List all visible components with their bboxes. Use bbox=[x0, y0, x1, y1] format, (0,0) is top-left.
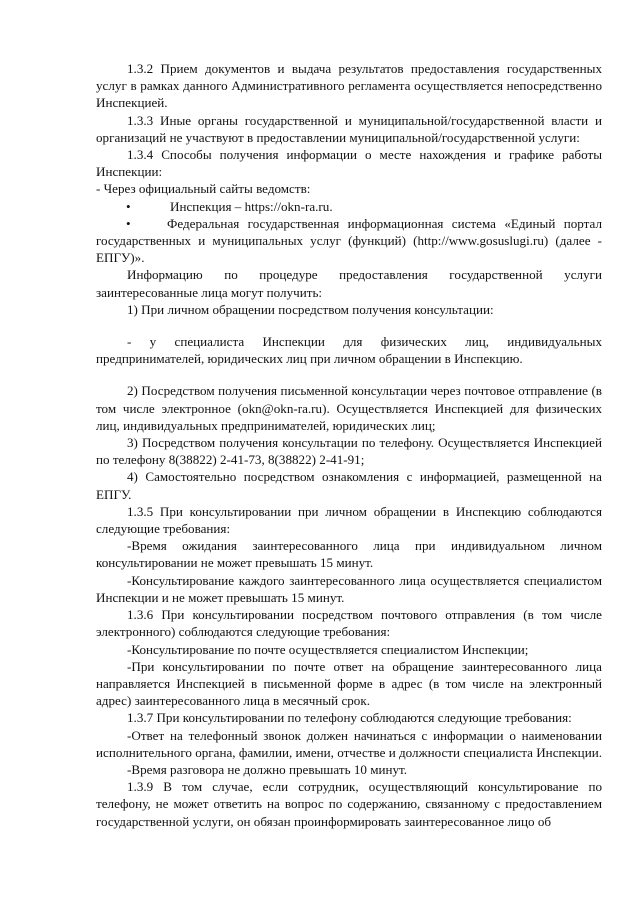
paragraph-1-3-9: 1.3.9 В том случае, если сотрудник, осуществляющий консультирование по телефону, не может ответить на вопрос по содержанию, связанному с предоставлением государственной услуги, он обязан проинформировать заинтересованное лицо об bbox=[96, 779, 602, 829]
paragraph-1-3-5-b: -Консультирование каждого заинтересованного лица осуществляется специалистом Инспекции и не может превышать 15 минут. bbox=[96, 572, 602, 605]
paragraph-1-3-7-a: -Ответ на телефонный звонок должен начинаться с информации о наименовании исполнительного органа, фамилии, имени, отчестве и должности специалиста Инспекции. bbox=[96, 727, 602, 760]
paragraph-1-3-7: 1.3.7 При консультировании по телефону соблюдаются следующие требования: bbox=[127, 710, 572, 726]
paragraph-1-3-4: 1.3.4 Способы получения информации о месте нахождения и графике работы Инспекции: bbox=[96, 147, 602, 180]
paragraph-1-3-6-a: -Консультирование по почте осуществляется специалистом Инспекции; bbox=[127, 641, 529, 657]
bullet-inspection-site bbox=[96, 198, 602, 215]
sites-intro: - Через официальный сайты ведомств: bbox=[96, 181, 311, 197]
info-intro: Информацию по процедуре предоставления государственной услуги заинтересованные лица могут получить: bbox=[96, 267, 602, 300]
list-item-3: 3) Посредством получения консультации по телефону. Осуществляется Инспекцией по телефону 8(38822) 2-41-73, 8(38822) 2-41-91; bbox=[96, 435, 602, 468]
list-item-1: 1) При личном обращении посредством получения консультации: bbox=[127, 301, 494, 317]
paragraph-1-3-5: 1.3.5 При консультировании при личном обращении в Инспекцию соблюдаются следующие требования: bbox=[96, 503, 602, 537]
paragraph-1-3-2: 1.3.2 Прием документов и выдача результатов предоставления государственных услуг в рамках данного Административного регламента осуществляется непосредственно Инспекцией. bbox=[96, 61, 602, 111]
paragraph-1-3-6: 1.3.6 При консультировании посредством почтового отправления (в том числе электронного) соблюдаются следующие требования: bbox=[96, 607, 602, 640]
bullet-icon: • bbox=[126, 198, 131, 214]
paragraph-1-3-7-b: -Время разговора не должно превышать 10 минут. bbox=[127, 761, 408, 777]
spacer bbox=[96, 367, 602, 382]
paragraph-1-3-3: 1.3.3 Иные органы государственной и муниципальной/государственной власти и организаций не участвуют в предоставлении муниципальной/государственной услуги: bbox=[96, 112, 602, 145]
list-item-1-sub: - у специалиста Инспекции для физических лиц, индивидуальных предпринимателей, юридических лиц при личном обращении в Инспекцию. bbox=[96, 334, 602, 367]
paragraph-1-3-6-b: -При консультировании по почте ответ на обращение заинтересованного лица направляется Инспекцией в письменной форме в адрес (в том числе на электронный адрес) заинтересованного лица в месячный срок. bbox=[96, 658, 602, 709]
paragraph-1-3-5-a: -Время ожидания заинтересованного лица при индивидуальном личном консультировании не может превышать 15 минут. bbox=[96, 538, 602, 571]
bullet-epgu bbox=[96, 215, 602, 267]
bullet-text: Инспекция – https://okn-ra.ru. bbox=[170, 198, 333, 214]
list-item-4: 4) Самостоятельно посредством ознакомления с информацией, размещенной на ЕПГУ. bbox=[96, 469, 602, 502]
list-item-2: 2) Посредством получения письменной консультации через почтовое отправление (в том числе электронное (okn@okn-ra.ru). Осуществляется Инспекцией для физических лиц, индивидуальных предпринимателей, юридических лиц; bbox=[96, 383, 602, 433]
bullet-icon: • bbox=[126, 215, 131, 231]
bullet-text: Федеральная государственная информационная система «Единый портал государственных и муниципальных услуг (функций) (http://www.gosuslugi.ru) (далее - ЕПГУ)». bbox=[96, 215, 602, 266]
spacer bbox=[96, 318, 602, 333]
